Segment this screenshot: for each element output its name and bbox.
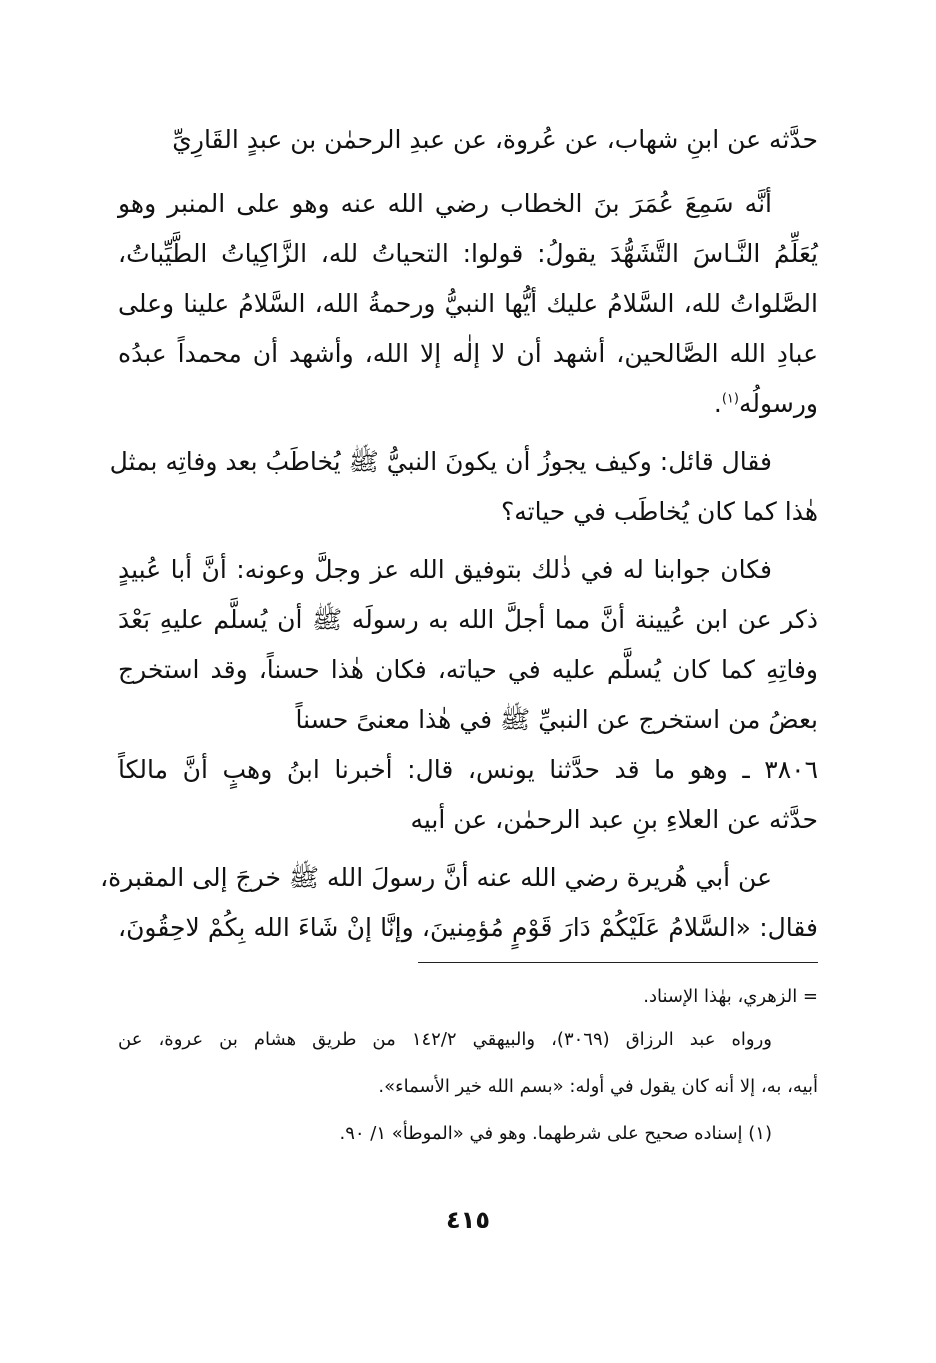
text-line: فقال قائل: وكيف يجوزُ أن يكونَ النبيُّ ﷺ يُخاطَبُ بعد وفاتِه بمثل — [109, 447, 772, 476]
text-line: فكان جوابنا له في ذٰلك بتوفيق الله عز وجلَّ وعونه: أنَّ أبا عُبيدٍ — [118, 555, 772, 584]
footnote-line: أبيه، به، إلا أنه كان يقول في أوله: «بسم الله خير الأسماء». — [378, 1076, 818, 1097]
footnote-line: (١) إسناده صحيح على شرطهما. وهو في «الموطأ» ١/ ٩٠. — [339, 1123, 772, 1144]
text-line: وفاتِهِ كما كان يُسلَّم عليه في حياته، فكان هٰذا حسناً، وقد استخرج — [118, 655, 818, 684]
text-line: ذكر عن ابن عُيينة أنَّ مما أجلَّ الله به رسولَه ﷺ أن يُسلَّم عليهِ بَعْدَ — [118, 605, 818, 634]
text-line: يُعَلِّمُ النَّـاسَ التَّشَهُّدَ يقولُ: قولوا: التحياتُ لله، الزَّاكِياتُ الطَّيِّباتُ، — [118, 239, 818, 268]
text-line: أنَّه سَمِعَ عُمَرَ بنَ الخطاب رضي الله عنه وهو على المنبر وهو — [118, 189, 772, 218]
footnote-separator — [418, 962, 818, 963]
text-fragment: ورسولُه — [738, 389, 818, 418]
text-line: حدَّثه عن ابنِ شهاب، عن عُروة، عن عبدِ الرحمٰن بن عبدٍ القَارِيِّ — [172, 125, 818, 154]
period: . — [713, 389, 722, 418]
footnote-line: = الزهري، بهٰذا الإسناد. — [643, 986, 818, 1007]
text-line: بعضُ من استخرج عن النبيِّ ﷺ في هٰذا معنىً حسناً — [295, 705, 818, 734]
text-line: هٰذا كما كان يُخاطَب في حياته؟ — [500, 497, 818, 526]
footnote-marker: (١) — [721, 391, 739, 407]
footnote-line: ورواه عبد الرزاق (٣٠٦٩)، والبيهقي ١٤٢/٢ من طريق هشام بن عروة، عن — [118, 1029, 772, 1050]
text-line — [118, 386, 818, 426]
text-line: عن أبي هُريرة رضي الله عنه أنَّ رسولَ الله ﷺ خرجَ إلى المقبرة، — [100, 863, 772, 892]
text-line: الصَّلواتُ لله، السَّلامُ عليك أيُّها النبيُّ ورحمةُ الله، السَّلامُ علينا وعلى — [118, 289, 818, 318]
text-line: حدَّثه عن العلاءِ بنِ عبد الرحمٰن، عن أبيه — [410, 805, 818, 834]
hadith-number-line: ٣٨٠٦ ـ وهو ما قد حدَّثنا يونس، قال: أخبرنا ابنُ وهبٍ أنَّ مالكاً — [118, 755, 818, 784]
text-line: فقال: «السَّلامُ عَلَيْكُمْ دَارَ قَوْمٍ مُؤمِنينَ، وإنَّا إنْ شَاءَ الله بِكُمْ لاحِقُونَ، — [118, 913, 818, 942]
page-number: ٤١٥ — [446, 1206, 490, 1234]
text-line: عبادِ الله الصَّالحين، أشهد أن لا إلٰه إلا الله، وأشهد أن محمداً عبدُه — [118, 339, 818, 368]
